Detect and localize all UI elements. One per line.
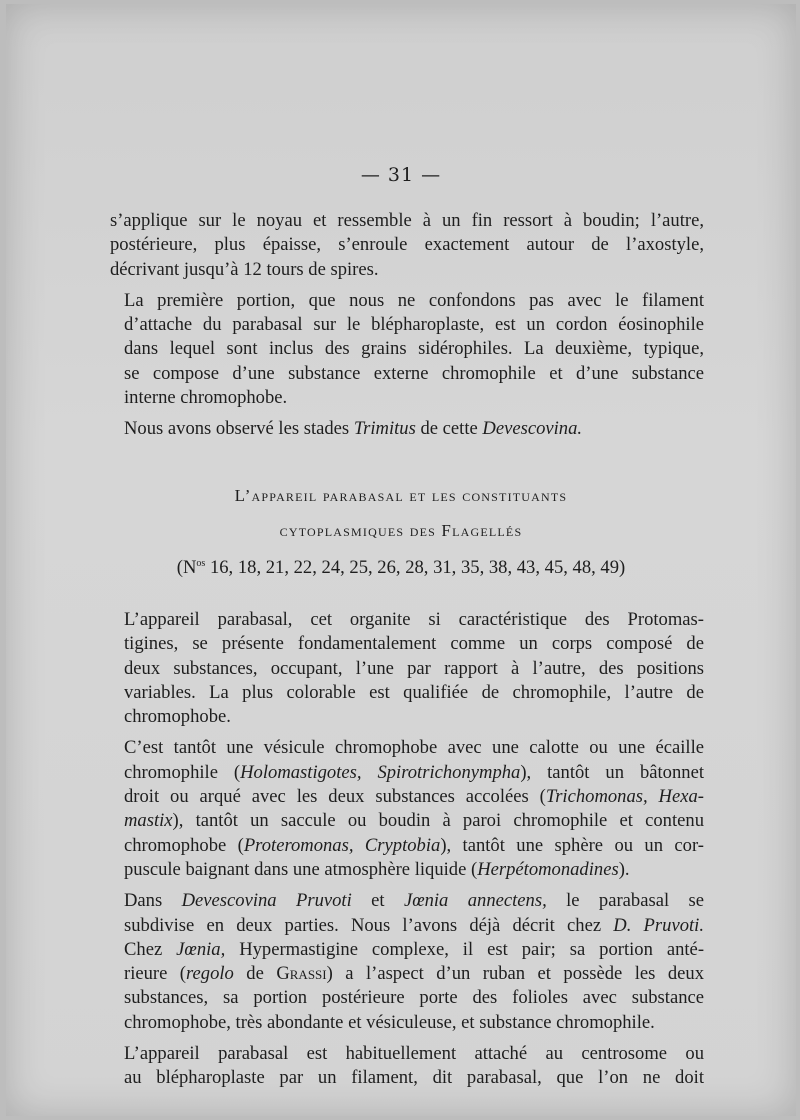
text-line: chromophobe (Proteromonas, Cryptobia), tantôt une sphère ou un cor- [124,834,704,856]
page-number: — 31 — [360,164,442,186]
text-line: mastix), tantôt un saccule ou boudin à paroi chromophile et contenu [124,810,704,832]
text-line: puscule baignant dans une atmosphère liquide (Herpétomonadines). [124,858,630,880]
text-line: droit ou arqué avec les deux substances accolées (Trichomonas, Hexa- [124,786,704,808]
text-line: subdivise en deux parties. Nous l’avons déjà décrit chez D. Pruvoti. [124,914,704,936]
text-line: deux substances, occupant, l’une par rapport à l’autre, des positions [124,657,704,679]
paragraph-first-portion [110,289,704,410]
text-line: chromophobe. [124,706,231,728]
text-line: C’est tantôt une vésicule chromophobe avec une calotte ou une écaille [124,737,704,759]
paragraph-forms [110,736,704,882]
text-line: dans lequel sont inclus des grains sidérophiles. La deuxième, typique, [124,338,704,360]
text-line: L’appareil parabasal est habituellement attaché au centrosome ou [124,1043,704,1065]
text-line: se compose d’une substance externe chromophile et d’une substance [124,362,704,384]
text-line: tigines, se présente fondamentalement comme un corps composé de [124,633,704,655]
paragraph-continuation [110,209,704,282]
reference-numbers: ($N^{os}$ 16, 18, 21, 22, 24, 25, 26, 28, 31, 35, 38, 43, 45, 48, 49) [176,557,626,578]
paragraph-devescovina [110,889,704,1035]
paragraph-attachment [110,1042,704,1091]
paragraph-parabasal-intro [110,608,704,729]
text-line: décrivant jusqu’à 12 tours de spires. [110,258,379,280]
paragraph-trimitus [110,417,704,441]
text-line: La première portion, que nous ne confondons pas avec le filament [124,289,704,311]
text-block-main [110,608,704,1091]
section-heading-line2: cytoplasmiques des Flagellés [279,521,523,540]
section-heading-line1: L’appareil parabasal et les constituants [234,486,568,505]
text-line: substances, sa portion postérieure porte des folioles avec substance [124,987,704,1009]
book-page [6,4,796,1116]
text-line: chromophile (Holomastigotes, Spirotrichonympha), tantôt un bâtonnet [124,761,704,783]
text-line: Chez Jœnia, Hypermastigine complexe, il est pair; sa portion anté- [124,938,705,960]
text-line: s’applique sur le noyau et ressemble à un fin ressort à boudin; l’autre, [110,210,704,231]
text-line: rieure (regolo de Grassi) a l’aspect d’un ruban et possède les deux [124,963,704,985]
text-line: au blépharoplaste par un filament, dit parabasal, que l’on ne doit [124,1067,704,1089]
text-line: d’attache du parabasal sur le blépharoplaste, est un cordon éosinophile [124,314,704,336]
text-line: Dans Devescovina Pruvoti et Jœnia annectens, le parabasal se [124,890,704,912]
text-line: chromophobe, très abondante et vésiculeuse, et substance chromophile. [124,1011,655,1033]
text-line: postérieure, plus épaisse, s’enroule exactement autour de l’axostyle, [110,234,704,256]
text-line: variables. La plus colorable est qualifiée de chromophile, l’autre de [124,681,704,703]
text-block-intro [110,209,704,442]
text-line: interne chromophobe. [124,387,288,409]
text-line: L’appareil parabasal, cet organite si caractéristique des Protomas- [124,609,704,630]
text-line: Nous avons observé les stades Trimitus de cette Devescovina. [124,418,583,440]
